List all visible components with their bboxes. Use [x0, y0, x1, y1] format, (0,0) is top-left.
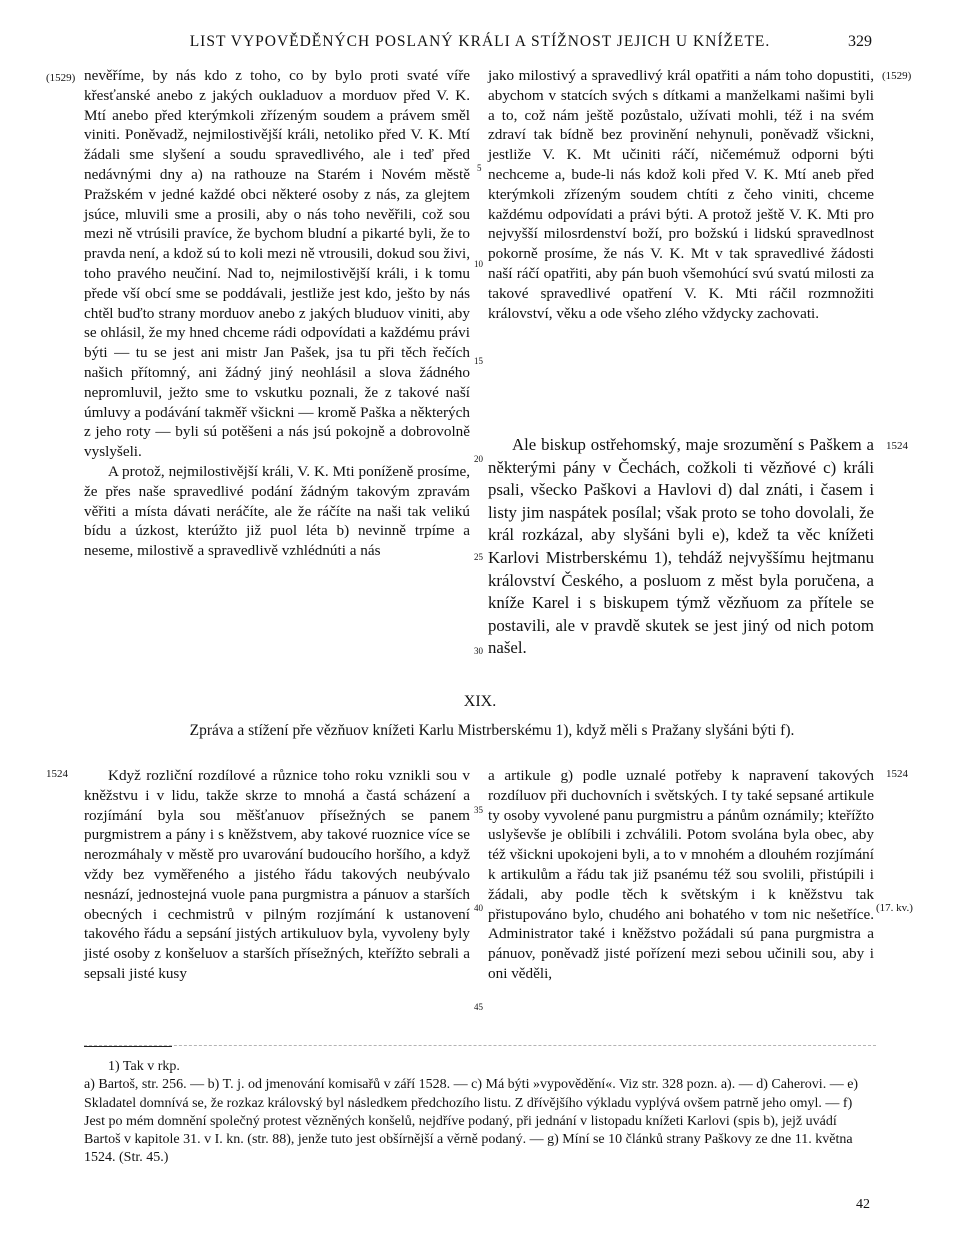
paragraph: Ale biskup ostřehomský, maje srozumění s Paškem a některými pány v Čechách, cožkoli ti vězňové c) králi psali, všecko Paškovi a Havlovi d) dal znáti, i časem i listy jim naspátek posílal; však proto se toho dovolali, že král rozkázal, aby slyšáni byli e), kdež ta věc knížeti Karlovi Mistrberskému 1), tehdáž nejvyššímu hejtmanu království Českého, a posluom z měst byla poručena, a kníže Karel i s biskupem týmž vězňuom za přítele se postavili, ale v pravdě skutek se jest jiný od nich potom našel.: [488, 435, 874, 658]
footnote-divider: [84, 1046, 172, 1047]
margin-year-1524-right: 1524: [886, 768, 908, 780]
left-column-upper: [84, 66, 470, 561]
margin-year-left: (1529): [46, 72, 76, 84]
line-number: 35: [474, 805, 483, 815]
left-column-lower: [84, 766, 470, 984]
line-number: 20: [474, 454, 483, 464]
right-column-upper: [488, 66, 874, 323]
line-number: 40: [474, 903, 483, 913]
line-number: 30: [474, 646, 483, 656]
right-column-lower: [488, 766, 874, 984]
footnote: 1) Tak v rkp.: [108, 1059, 180, 1074]
right-column-large-paragraph: [488, 434, 874, 660]
line-number: 10: [474, 259, 483, 269]
margin-year-right: (1529): [882, 70, 912, 82]
paragraph: a artikule g) podle uznalé potřeby k napravení takových rozdíluov při duchovních i světských. I ty také sepsané artikule ty osoby vyvolené panu purgmistru a pánům oznámily; kteřížto uslyševše je oblíbili i zchválili. Potom svolána byla obec, aby též všickni upokojeni byli, a to v mnohém a dlouhém rozjímání k artikulům a řádu tak již psanému též sou svolili, přistúpili i žádali, aby podle těch k světským i k kněžstvu tak přistupováno bylo, chudého ani bohatého v tom nic nešetříce. Administrator také i kněžstvo požádali sú pana purgmistra a pánuov, poněvadž jisté pořízení mezi sebou učinili sou, aby i oni věděli,: [488, 767, 874, 982]
page-number: 329: [848, 33, 872, 50]
line-number: 45: [474, 1002, 483, 1012]
footnote-divider-dashed: [84, 1045, 876, 1046]
section-title: Zpráva a stížení pře vězňuov knížeti Karlu Mistrberskému 1), když měli s Pražany slyšáni býti f).: [189, 722, 795, 739]
margin-date-note: (17. kv.): [876, 902, 913, 914]
footnote: a) Bartoš, str. 256. — b) T. j. od jmenování komisařů v září 1528. — c) Má býti »vypovědění«. Viz str. 328 pozn. a). — d) Caherovi. — e) Skladatel domnívá se, že rozkaz královský byl následkem předchozího listu. Z dřívějšího výkladu vyplývá ovšem patrně jeho omyl. — f) Jest po mém domnění společný protest vězněných konšelů, nejdříve podaný, při jednání v listopadu knížeti Karlovi (spis b), jejž uvádí Bartoš v kapitole 31. v I. kn. (str. 88), jenže tuto jest obšírnější a věrně podaný. — g) Míní se 10 článků strany Paškovy ze dne 11. května 1524. (Str. 45.): [84, 1077, 859, 1166]
line-number: 15: [474, 356, 483, 366]
footnotes: [84, 1058, 870, 1168]
margin-year-1524: 1524: [886, 440, 908, 452]
margin-year-1524-left: 1524: [46, 768, 68, 780]
section-number: XIX.: [463, 693, 497, 710]
paragraph: jako milostivý a spravedlivý král opatřiti a nám toho dopustiti, abychom v statcích svých s dítkami a manželkami našimi byli a to, což nám ještě pozůstalo, užívati mohli, též i na svém zdraví tak bídně bez provinění nehynuli, poněvadž všickni, jestliže V. K. Mt učiniti ráčí, ničemémuž odporni býti nechceme a, bude-li nás kdož koli před V. K. Mtí aneb před kterýmkoli zřízeným soudem chtíti z čeho viniti, chceme každému odpovídati a právi býti. A protož ještě V. K. Mti pro nejvyšší milosrdenství boží, pro božskú i lidskú spravedlnost pokorně prosíme, že nás V. K. Mt v tak spravedlivé žádosti naší ráčí opatřiti, aby pán buoh všemohúcí svú svatú milosti za takové spravedlivé opatření V. K. Mti ráčil rozmnožiti království, věku a ode všeho zlého vždycky zachovati.: [488, 67, 874, 322]
signature-mark: 42: [856, 1197, 870, 1212]
running-header-title: LIST VYPOVĚDĚNÝCH POSLANÝ KRÁLI A STÍŽNOST JEJICH U KNÍŽETE.: [189, 33, 771, 50]
line-number: 5: [477, 163, 482, 173]
line-number: 25: [474, 552, 483, 562]
paragraph: A protož, nejmilostivější králi, V. K. Mti poníženě prosíme, že přes naše spravedlivé podání žádným takovým zpravám věřiti a místa dávati neráčíte, ale že ráčíte na naši tak velikú bídu a úzkost, kterúžto již puol léta b) nevinně trpíme a neseme, milostivě a spravedlivě vzhlédnúti a nás: [84, 462, 470, 560]
paragraph: Když rozliční rozdílové a různice toho roku vznikli sou v kněžstvu i v lidu, takže skrze to mnohá a častá scházení a rozjímání byla sou měšťanuov přísežných se panem purgmistrem a pány i s kněžstvem, aby takové ruoznice více se nerozmáhaly v městě pro uvarování budoucího horšího, a když vždy bez vyměřeného a jistého řádu takových neubývalo nesnází, jednostejná vuole pana purgmistra a pánuov a starších obecných i cechmistrů v pilným rozjímání k ustanovení takového řádu a sepsání jistých artikuluov byla, vyvoleny byly jisté osoby z konšeluov a starších přísežných, kteřížto sebrali a sepsali jisté kusy: [84, 767, 470, 982]
paragraph: nevěříme, by nás kdo z toho, co by bylo proti svaté víře křesťanské anebo z jakých oukladuov a morduov před V. K. Mtí anebo před kterýmkoli zřízeným soudem a právem směl viniti. Poněvadž, nejmilostivější králi, netoliko před V. K. Mtí žádali sme slyšení a soudu spravedlivého, ale i teď před nedávnými dny a) na rathouze na Starém i Novém městě Pražském v jedné každé obci některé osoby z nás, za glejtem jsúce, mluvili sme a prosili, aby o nás toho nevěřili, což sou mezi ně vtrúsili pravíce, že bychom bludní a pikarté byli, že to pravda není, a kdož sú to koli mezi ně vtrousili, dokud sou živi, toho pravého neučiní. Nad to, nejmilostivější králi, i k tomu přede vší obcí sme se poddávali, jestliže jest kdo, ješto by nás chtěl buďto strany morduov anebo z jakých bluduov viniti, aby se ohlásil, že my hned chceme rádi odpovídati a každému právi býti — tu se jest ani mistr Jan Pašek, jsa tu při těch řečích našich přítomný, ani žádný jiný neohlásil a slova žádného nepromluvil, ježto sme to vskutku poznali, že z takové naší úmluvy a podávání takměř všickni — kromě Paška a některých z jeho roty — byli sú potěšeni a nás jsú pokojně a dobrovolně vyslyšeli.: [84, 67, 470, 461]
